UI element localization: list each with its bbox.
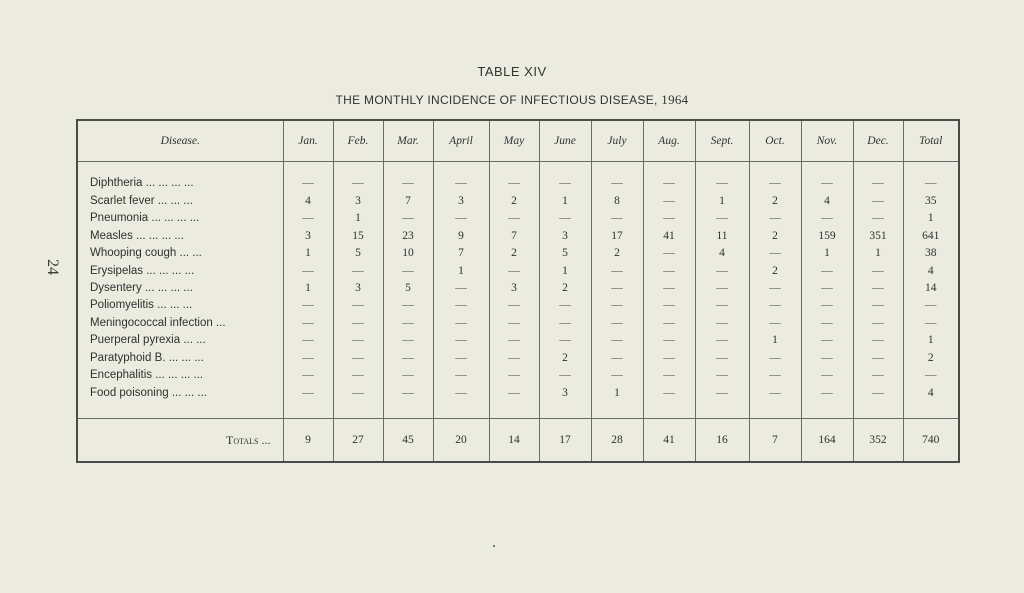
disease-name: Poliomyelitis ... ... ... xyxy=(90,299,193,312)
month-cell: 11 xyxy=(695,228,749,245)
month-cell: — xyxy=(853,298,903,315)
month-cell: — xyxy=(333,332,383,349)
month-cell: — xyxy=(749,280,801,297)
month-cell: — xyxy=(433,315,489,332)
empty-cell xyxy=(283,402,333,418)
total-cell: 16 xyxy=(695,419,749,463)
month-cell: — xyxy=(643,193,695,210)
total-cell: 41 xyxy=(643,419,695,463)
month-cell: — xyxy=(695,280,749,297)
month-cell: — xyxy=(333,263,383,280)
spacer-row xyxy=(77,162,959,176)
disease-name: Encephalitis ... ... ... ... xyxy=(90,369,204,382)
month-cell: — xyxy=(643,315,695,332)
month-cell: — xyxy=(749,385,801,402)
row-total-cell: — xyxy=(903,298,959,315)
month-cell: — xyxy=(643,175,695,192)
disease-name: Puerperal pyrexia ... ... xyxy=(90,334,206,347)
row-total-cell: 641 xyxy=(903,228,959,245)
month-cell: 1 xyxy=(333,210,383,227)
empty-cell xyxy=(643,402,695,418)
month-cell: — xyxy=(853,210,903,227)
table-row xyxy=(77,228,959,245)
month-cell: 3 xyxy=(333,193,383,210)
month-cell: — xyxy=(283,210,333,227)
month-cell: 1 xyxy=(591,385,643,402)
row-total-cell: 35 xyxy=(903,193,959,210)
month-cell: — xyxy=(749,298,801,315)
month-cell: 1 xyxy=(539,263,591,280)
spacer-row xyxy=(77,402,959,418)
total-cell: 20 xyxy=(433,419,489,463)
month-cell: 3 xyxy=(283,228,333,245)
month-cell: — xyxy=(383,263,433,280)
month-cell: 2 xyxy=(749,228,801,245)
month-cell: — xyxy=(853,263,903,280)
month-cell: 7 xyxy=(489,228,539,245)
month-cell: — xyxy=(749,315,801,332)
month-cell: — xyxy=(333,175,383,192)
month-cell: — xyxy=(383,350,433,367)
month-cell: — xyxy=(801,367,853,384)
month-cell: — xyxy=(433,367,489,384)
month-cell: — xyxy=(643,298,695,315)
month-cell: — xyxy=(801,210,853,227)
month-cell: — xyxy=(283,385,333,402)
month-cell: — xyxy=(333,315,383,332)
month-cell: — xyxy=(643,210,695,227)
subtitle-year: 1964 xyxy=(661,92,689,107)
month-cell: — xyxy=(283,350,333,367)
month-cell: — xyxy=(383,385,433,402)
month-cell: — xyxy=(539,332,591,349)
totals-row xyxy=(77,419,959,463)
month-cell: 9 xyxy=(433,228,489,245)
month-cell: — xyxy=(383,175,433,192)
month-cell: — xyxy=(489,210,539,227)
disease-name: Diphtheria ... ... ... ... xyxy=(90,177,194,190)
empty-cell xyxy=(749,402,801,418)
month-cell: — xyxy=(853,175,903,192)
table-row xyxy=(77,245,959,262)
month-cell: — xyxy=(695,385,749,402)
disease-name: Whooping cough ... ... xyxy=(90,247,202,260)
month-cell: — xyxy=(539,367,591,384)
month-cell: 2 xyxy=(489,193,539,210)
month-cell: — xyxy=(383,210,433,227)
month-cell: — xyxy=(749,175,801,192)
subtitle-text: THE MONTHLY INCIDENCE OF INFECTIOUS DISEASE, xyxy=(335,93,658,107)
month-cell: — xyxy=(695,332,749,349)
month-cell: — xyxy=(591,315,643,332)
month-cell: 4 xyxy=(283,193,333,210)
header-row xyxy=(77,120,959,162)
month-cell: — xyxy=(333,298,383,315)
month-cell: 17 xyxy=(591,228,643,245)
disease-name: Food poisoning ... ... ... xyxy=(90,386,207,399)
month-cell: — xyxy=(853,280,903,297)
month-cell: — xyxy=(695,210,749,227)
month-cell: — xyxy=(283,263,333,280)
row-total-cell: — xyxy=(903,175,959,192)
empty-cell xyxy=(77,162,283,176)
month-cell: — xyxy=(433,298,489,315)
empty-cell xyxy=(853,162,903,176)
month-cell: — xyxy=(801,280,853,297)
empty-cell xyxy=(749,162,801,176)
month-cell: — xyxy=(591,367,643,384)
month-cell: — xyxy=(283,315,333,332)
month-cell: — xyxy=(749,350,801,367)
empty-cell xyxy=(333,402,383,418)
month-cell: — xyxy=(383,315,433,332)
month-cell: — xyxy=(643,263,695,280)
month-cell: — xyxy=(853,350,903,367)
column-header: May xyxy=(489,120,539,162)
column-header: April xyxy=(433,120,489,162)
month-cell: — xyxy=(333,367,383,384)
month-cell: — xyxy=(801,175,853,192)
empty-cell xyxy=(903,402,959,418)
month-cell: 2 xyxy=(489,245,539,262)
empty-cell xyxy=(539,162,591,176)
row-total-cell: — xyxy=(903,367,959,384)
month-cell: — xyxy=(489,385,539,402)
month-cell: 3 xyxy=(539,228,591,245)
empty-cell xyxy=(489,402,539,418)
column-header: Nov. xyxy=(801,120,853,162)
empty-cell xyxy=(591,402,643,418)
table-row xyxy=(77,263,959,280)
page-number: 24 xyxy=(44,259,61,275)
month-cell: — xyxy=(383,298,433,315)
month-cell: 15 xyxy=(333,228,383,245)
table-row xyxy=(77,315,959,332)
month-cell: 1 xyxy=(801,245,853,262)
column-header: Aug. xyxy=(643,120,695,162)
month-cell: — xyxy=(489,315,539,332)
month-cell: — xyxy=(591,350,643,367)
month-cell: — xyxy=(283,332,333,349)
month-cell: — xyxy=(853,315,903,332)
month-cell: — xyxy=(539,175,591,192)
empty-cell xyxy=(333,162,383,176)
month-cell: — xyxy=(695,263,749,280)
month-cell: — xyxy=(539,298,591,315)
month-cell: — xyxy=(801,332,853,349)
total-cell: 45 xyxy=(383,419,433,463)
month-cell: 3 xyxy=(333,280,383,297)
totals-label: Totals ... xyxy=(77,419,283,463)
total-cell: 7 xyxy=(749,419,801,463)
month-cell: 1 xyxy=(433,263,489,280)
month-cell: 8 xyxy=(591,193,643,210)
table-row xyxy=(77,210,959,227)
table-body xyxy=(77,162,959,419)
month-cell: — xyxy=(695,367,749,384)
month-cell: — xyxy=(695,175,749,192)
month-cell: — xyxy=(591,210,643,227)
empty-cell xyxy=(383,162,433,176)
month-cell: — xyxy=(643,385,695,402)
column-header: Jan. xyxy=(283,120,333,162)
month-cell: — xyxy=(489,350,539,367)
month-cell: 1 xyxy=(283,245,333,262)
row-total-cell: 4 xyxy=(903,263,959,280)
month-cell: 351 xyxy=(853,228,903,245)
total-cell: 27 xyxy=(333,419,383,463)
empty-cell xyxy=(489,162,539,176)
table-subtitle xyxy=(0,92,1024,108)
table-row xyxy=(77,367,959,384)
disease-name: Paratyphoid B. ... ... ... xyxy=(90,351,204,364)
column-header: July xyxy=(591,120,643,162)
column-header: Oct. xyxy=(749,120,801,162)
table-row xyxy=(77,385,959,402)
month-cell: — xyxy=(489,263,539,280)
table-row xyxy=(77,280,959,297)
month-cell: — xyxy=(591,298,643,315)
table-row xyxy=(77,193,959,210)
row-total-cell: 1 xyxy=(903,210,959,227)
month-cell: 1 xyxy=(283,280,333,297)
column-header: Sept. xyxy=(695,120,749,162)
disease-name: Pneumonia ... ... ... ... xyxy=(90,212,200,225)
month-cell: 4 xyxy=(695,245,749,262)
month-cell: 1 xyxy=(853,245,903,262)
month-cell: — xyxy=(283,298,333,315)
disease-name: Erysipelas ... ... ... ... xyxy=(90,264,195,277)
incidence-table xyxy=(76,119,960,463)
month-cell: — xyxy=(643,350,695,367)
month-cell: — xyxy=(643,367,695,384)
month-cell: — xyxy=(801,263,853,280)
row-total-cell: 4 xyxy=(903,385,959,402)
column-header: Feb. xyxy=(333,120,383,162)
column-header: Total xyxy=(903,120,959,162)
month-cell: 7 xyxy=(433,245,489,262)
month-cell: — xyxy=(539,210,591,227)
month-cell: — xyxy=(801,298,853,315)
total-cell: 28 xyxy=(591,419,643,463)
month-cell: 5 xyxy=(539,245,591,262)
month-cell: — xyxy=(853,385,903,402)
month-cell: — xyxy=(591,332,643,349)
month-cell: 3 xyxy=(433,193,489,210)
month-cell: — xyxy=(383,332,433,349)
month-cell: 2 xyxy=(749,263,801,280)
column-header: Mar. xyxy=(383,120,433,162)
month-cell: — xyxy=(433,350,489,367)
month-cell: — xyxy=(801,315,853,332)
month-cell: 23 xyxy=(383,228,433,245)
month-cell: — xyxy=(383,367,433,384)
empty-cell xyxy=(539,402,591,418)
month-cell: 2 xyxy=(539,280,591,297)
disease-name: Dysentery ... ... ... ... xyxy=(90,282,193,295)
column-header-disease: Disease. xyxy=(77,120,283,162)
empty-cell xyxy=(591,162,643,176)
month-cell: — xyxy=(489,332,539,349)
empty-cell xyxy=(383,402,433,418)
empty-cell xyxy=(903,162,959,176)
month-cell: — xyxy=(643,332,695,349)
month-cell: 7 xyxy=(383,193,433,210)
month-cell: 41 xyxy=(643,228,695,245)
empty-cell xyxy=(643,162,695,176)
total-cell: 164 xyxy=(801,419,853,463)
empty-cell xyxy=(433,402,489,418)
month-cell: — xyxy=(489,367,539,384)
empty-cell xyxy=(433,162,489,176)
month-cell: — xyxy=(853,367,903,384)
month-cell: — xyxy=(283,367,333,384)
month-cell: — xyxy=(749,367,801,384)
month-cell: 4 xyxy=(801,193,853,210)
total-cell: 9 xyxy=(283,419,333,463)
month-cell: — xyxy=(333,350,383,367)
month-cell: — xyxy=(433,280,489,297)
month-cell: 1 xyxy=(539,193,591,210)
disease-name: Scarlet fever ... ... ... xyxy=(90,194,193,207)
grand-total-cell: 740 xyxy=(903,419,959,463)
empty-cell xyxy=(801,162,853,176)
month-cell: — xyxy=(801,385,853,402)
month-cell: — xyxy=(433,175,489,192)
empty-cell xyxy=(853,402,903,418)
month-cell: — xyxy=(695,298,749,315)
month-cell: 1 xyxy=(749,332,801,349)
month-cell: — xyxy=(749,245,801,262)
month-cell: — xyxy=(489,175,539,192)
table-row xyxy=(77,350,959,367)
empty-cell xyxy=(695,162,749,176)
empty-cell xyxy=(695,402,749,418)
disease-name: Meningococcal infection ... xyxy=(90,316,226,329)
month-cell: — xyxy=(591,175,643,192)
table-row xyxy=(77,175,959,192)
month-cell: — xyxy=(695,350,749,367)
month-cell: — xyxy=(853,193,903,210)
column-header: Dec. xyxy=(853,120,903,162)
month-cell: — xyxy=(539,315,591,332)
empty-cell xyxy=(283,162,333,176)
month-cell: 3 xyxy=(539,385,591,402)
column-header: June xyxy=(539,120,591,162)
month-cell: — xyxy=(643,280,695,297)
row-total-cell: 1 xyxy=(903,332,959,349)
month-cell: 5 xyxy=(383,280,433,297)
empty-cell xyxy=(77,402,283,418)
month-cell: — xyxy=(591,280,643,297)
month-cell: — xyxy=(695,315,749,332)
month-cell: — xyxy=(801,350,853,367)
row-total-cell: 38 xyxy=(903,245,959,262)
total-cell: 17 xyxy=(539,419,591,463)
month-cell: 3 xyxy=(489,280,539,297)
stray-mark xyxy=(493,545,495,547)
table-row xyxy=(77,298,959,315)
month-cell: — xyxy=(489,298,539,315)
month-cell: — xyxy=(853,332,903,349)
row-total-cell: 14 xyxy=(903,280,959,297)
empty-cell xyxy=(801,402,853,418)
month-cell: — xyxy=(591,263,643,280)
month-cell: — xyxy=(643,245,695,262)
disease-name: Measles ... ... ... ... xyxy=(90,229,184,242)
month-cell: 2 xyxy=(591,245,643,262)
total-cell: 352 xyxy=(853,419,903,463)
month-cell: 159 xyxy=(801,228,853,245)
month-cell: 2 xyxy=(539,350,591,367)
month-cell: — xyxy=(433,385,489,402)
month-cell: — xyxy=(283,175,333,192)
month-cell: 10 xyxy=(383,245,433,262)
month-cell: — xyxy=(433,332,489,349)
row-total-cell: 2 xyxy=(903,350,959,367)
month-cell: — xyxy=(749,210,801,227)
month-cell: 1 xyxy=(695,193,749,210)
month-cell: — xyxy=(333,385,383,402)
total-cell: 14 xyxy=(489,419,539,463)
table-row xyxy=(77,332,959,349)
month-cell: 5 xyxy=(333,245,383,262)
table-title: TABLE XIV xyxy=(477,64,547,79)
month-cell: 2 xyxy=(749,193,801,210)
month-cell: — xyxy=(433,210,489,227)
row-total-cell: — xyxy=(903,315,959,332)
